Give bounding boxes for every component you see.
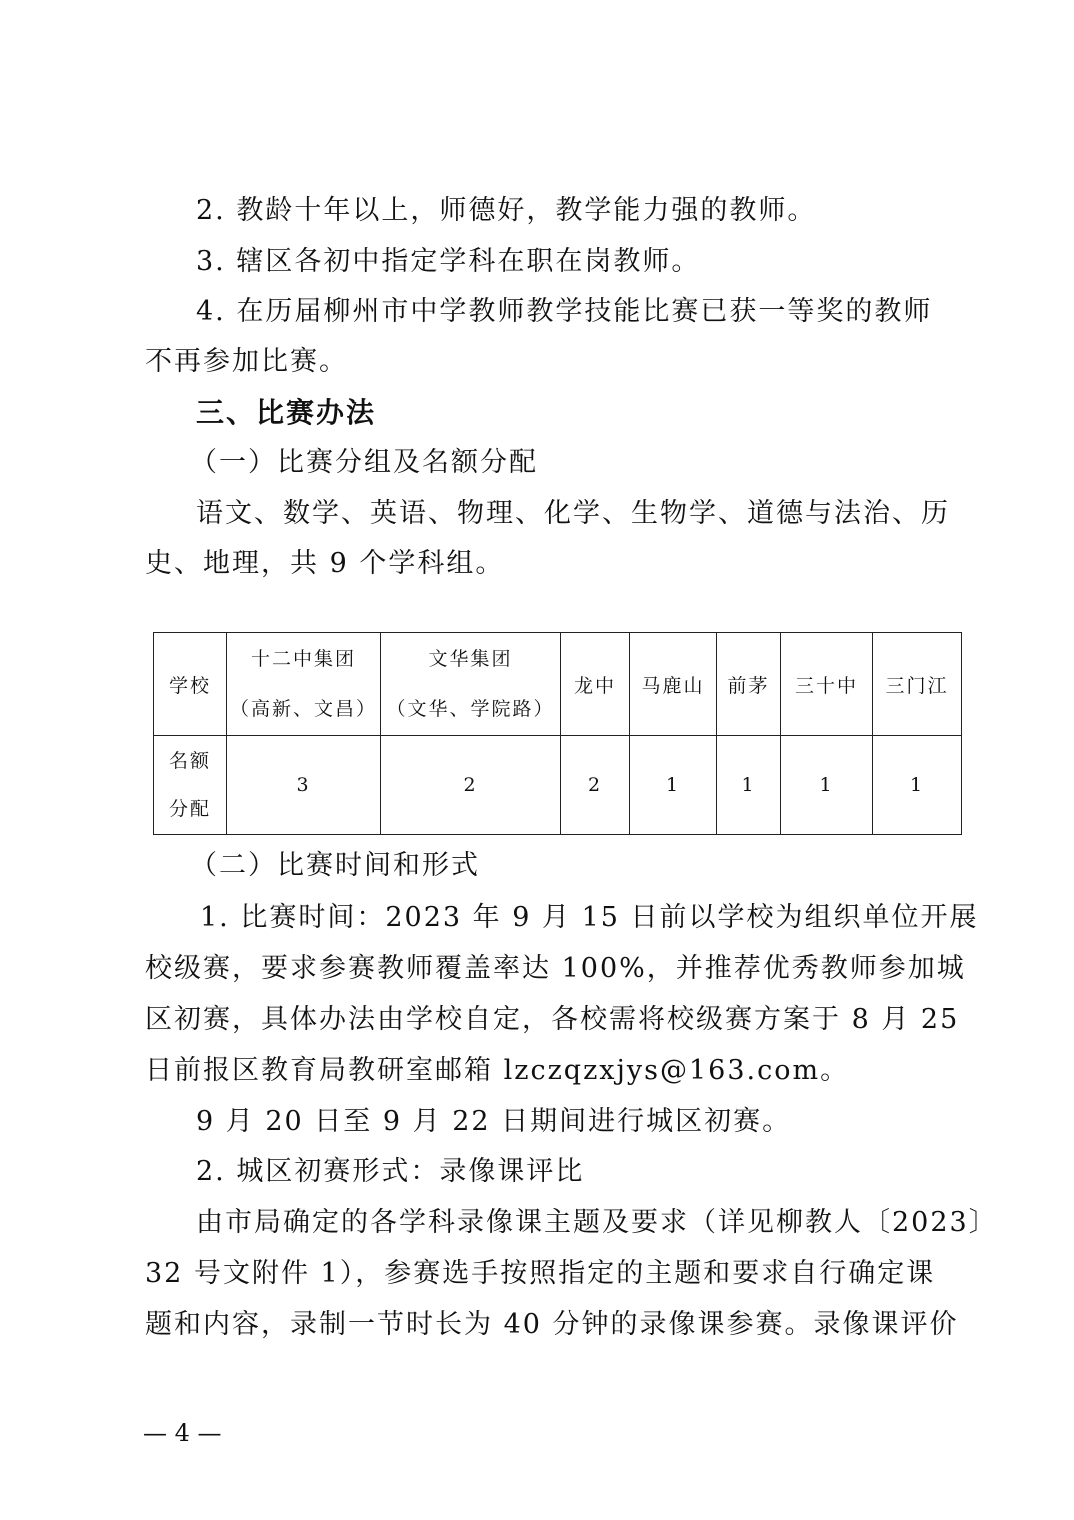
school-subname: （高新、文昌） [229,698,377,720]
subjects-line-2: 史、地理，共 9 个学科组。 [145,548,505,579]
quota-value: 1 [873,736,962,835]
preliminary-period: 9 月 20 日至 9 月 22 日期间进行城区初赛。 [196,1106,792,1137]
school-name: 文华集团 [428,648,513,670]
school-cell-shierzhong [227,633,381,736]
preliminary-form: 2. 城区初赛形式：录像课评比 [196,1156,585,1187]
time-line-2: 校级赛，要求参赛教师覆盖率达 100%，并推荐优秀教师参加城 [145,953,966,984]
requirement-item-2: 2. 教龄十年以上，师德好，教学能力强的教师。 [196,195,817,226]
school-subname: （文华、学院路） [386,698,555,720]
quota-allocation-table [153,632,962,835]
quota-value: 1 [717,736,781,835]
quota-value: 2 [381,736,561,835]
school-cell-wenhua [381,633,561,736]
recording-line-1: 由市局确定的各学科录像课主题及要求（详见柳教人〔2023〕 [196,1207,998,1238]
school-name: 十二中集团 [250,648,356,670]
time-line-4: 日前报区教育局教研室邮箱 lzczqzxjys@163.com。 [145,1055,850,1086]
school-cell-longzhong: 龙中 [561,633,630,736]
subheading-time-and-form: （二）比赛时间和形式 [190,850,480,881]
quota-value: 1 [630,736,717,835]
section-heading-competition-method: 三、比赛办法 [196,396,377,429]
requirement-item-4-line-2: 不再参加比赛。 [145,346,348,377]
recording-line-2: 32 号文附件 1），参赛选手按照指定的主题和要求自行确定课 [145,1258,936,1289]
quota-label-line-1: 名额 [168,750,211,772]
school-cell-sanmenjiang: 三门江 [873,633,962,736]
table-header-row [154,633,962,736]
school-cell-sanshizhong: 三十中 [781,633,873,736]
school-cell-qianmao: 前茅 [717,633,781,736]
quota-label-cell [154,736,227,835]
table-quota-row [154,736,962,835]
header-label-cell: 学校 [154,633,227,736]
quota-value: 1 [781,736,873,835]
quota-label-line-2: 分配 [168,798,211,820]
page-number: — 4 — [143,1419,222,1447]
requirement-item-4-line-1: 4. 在历届柳州市中学教师教学技能比赛已获一等奖的教师 [196,296,933,327]
quota-value: 3 [227,736,381,835]
subjects-line-1: 语文、数学、英语、物理、化学、生物学、道德与法治、历 [196,498,950,529]
requirement-item-3: 3. 辖区各初中指定学科在职在岗教师。 [196,246,701,277]
school-cell-malushan: 马鹿山 [630,633,717,736]
quota-value: 2 [561,736,630,835]
time-line-1: 1. 比赛时间：2023 年 9 月 15 日前以学校为组织单位开展 [200,902,979,933]
recording-line-3: 题和内容，录制一节时长为 40 分钟的录像课参赛。录像课评价 [145,1309,959,1340]
time-line-3: 区初赛，具体办法由学校自定，各校需将校级赛方案于 8 月 25 [145,1004,960,1035]
subheading-grouping: （一）比赛分组及名额分配 [190,447,538,478]
